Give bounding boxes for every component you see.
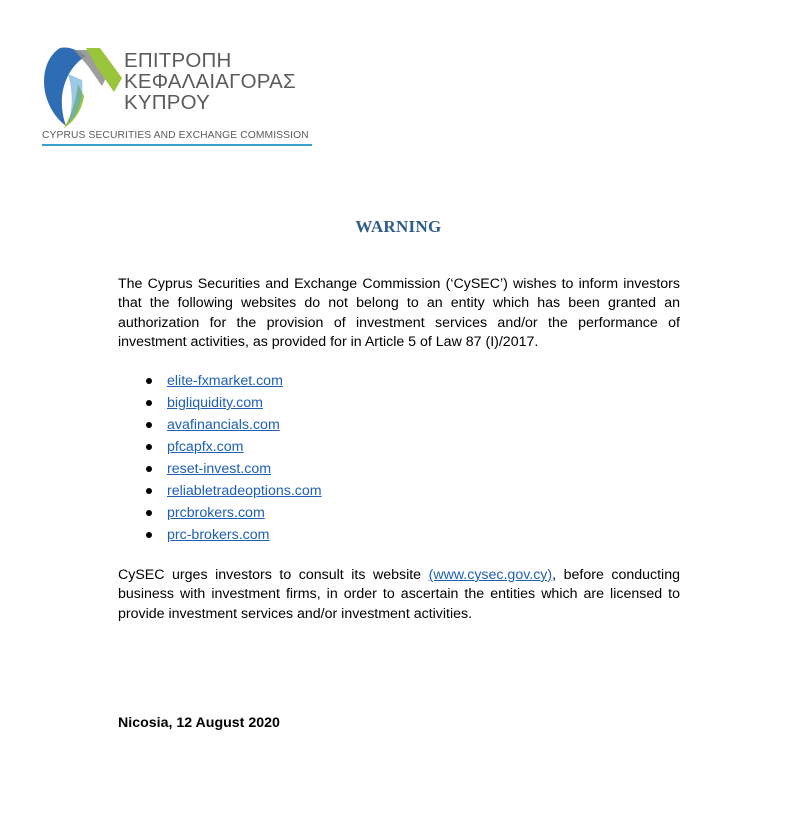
logo-greek-line-1: ΕΠΙΤΡΟΠΗ: [124, 49, 232, 72]
cysec-website-link[interactable]: (www.cysec.gov.cy): [428, 567, 553, 583]
bullet-icon: [146, 488, 152, 494]
urge-paragraph: [118, 566, 680, 624]
bullet-icon: [146, 532, 152, 538]
urge-text-after: , before conducting business with investment firms, in order to ascertain the entities which are licensed to provide investment services and/or investment activities.: [118, 567, 680, 622]
logo-underline: [42, 144, 312, 146]
bullet-icon: [146, 400, 152, 406]
bullet-icon: [146, 378, 152, 384]
cysec-emblem-icon: [38, 44, 122, 128]
bullet-icon: [146, 510, 152, 516]
date-line: Nicosia, 12 August 2020: [118, 715, 280, 731]
website-link[interactable]: prcbrokers.com: [167, 505, 265, 521]
website-link[interactable]: elite-fxmarket.com: [167, 373, 283, 389]
website-link[interactable]: reliabletradeoptions.com: [167, 483, 322, 499]
logo-greek-line-2: ΚΕΦΑΛΑΙΑΓΟΡΑΣ: [124, 70, 296, 93]
bullet-icon: [146, 444, 152, 450]
page-title: WARNING: [355, 217, 442, 236]
website-link[interactable]: pfcapfx.com: [167, 439, 244, 455]
logo-greek-name: [124, 50, 296, 113]
website-link[interactable]: prc-brokers.com: [167, 527, 270, 543]
website-link[interactable]: reset-invest.com: [167, 461, 272, 477]
website-link[interactable]: avafinancials.com: [167, 417, 280, 433]
logo-greek-line-3: ΚΥΠΡΟΥ: [124, 91, 210, 114]
intro-paragraph: The Cyprus Securities and Exchange Commission (‘CySEC’) wishes to inform investors that the following websites do not belong to an entity which has been granted an authorization for the provision of investment services and/or the performance of investment activities, as provided for in Article 5 of Law 87 (I)/2017.: [118, 276, 680, 350]
cysec-logo: [38, 44, 318, 148]
bullet-icon: [146, 466, 152, 472]
website-link[interactable]: bigliquidity.com: [167, 395, 263, 411]
urge-text-before: CySEC urges investors to consult its website: [118, 567, 429, 583]
logo-english-name: CYPRUS SECURITIES AND EXCHANGE COMMISSION: [42, 130, 309, 141]
bullet-icon: [146, 422, 152, 428]
